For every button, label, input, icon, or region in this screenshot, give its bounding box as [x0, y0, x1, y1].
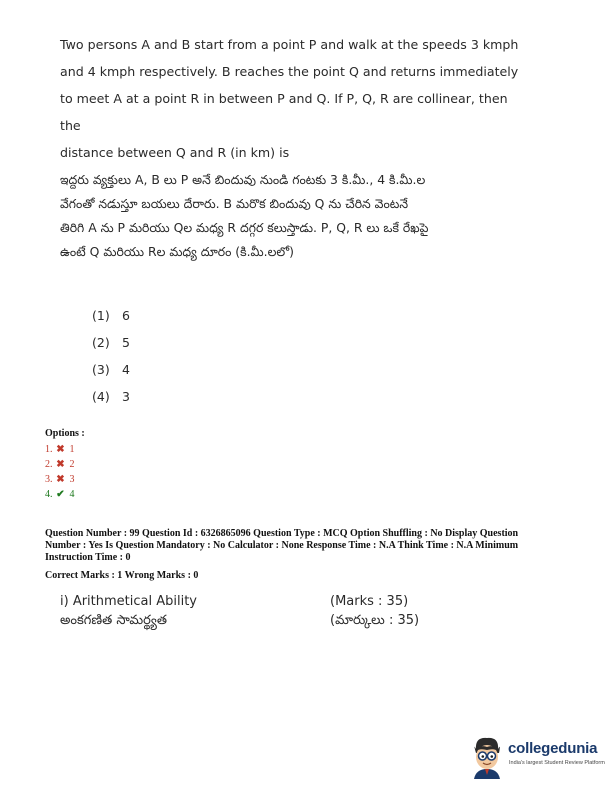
- answer-key-title: Options :: [45, 428, 85, 439]
- question-line: distance between Q and R (in km) is: [60, 145, 290, 160]
- answer-item: [45, 457, 85, 472]
- section-marks-telugu: (మార్కులు : 35): [330, 613, 420, 628]
- question-line: Two persons A and B start from a point P and walk at the speeds 3 kmph: [60, 37, 519, 52]
- check-icon: ✔: [56, 489, 65, 500]
- brand-tagline: India's largest Student Review Platform: [509, 760, 605, 766]
- section-title-english: i) Arithmetical Ability: [60, 594, 198, 609]
- answer-value: 1: [69, 444, 75, 455]
- option-number: (1): [92, 308, 110, 323]
- question-line: వేగంతో నడుస్తూ బయలు దేరారు. B మరొక బిందువు Q ను చేరిన వెంటనే: [60, 196, 409, 211]
- option-row: [92, 356, 130, 383]
- section-line: [60, 611, 560, 630]
- question-line: to meet A at a point R in between P and Q. If P, Q, R are collinear, then the: [60, 91, 508, 133]
- question-metadata: [45, 528, 575, 582]
- marks-line: Correct Marks : 1 Wrong Marks : 0: [45, 570, 199, 581]
- option-row: [92, 383, 130, 410]
- option-number: (3): [92, 362, 110, 377]
- answer-value: 2: [69, 459, 75, 470]
- question-line: ఉంటే Q మరియు Rల మధ్య దూరం (కి.మీ.లలో): [60, 244, 294, 259]
- metadata-line: Question Number : 99 Question Id : 6326865096 Question Type : MCQ Option Shuffling : No Display Question: [45, 528, 519, 539]
- question-line: తిరిగి A ను P మరియు Qల మధ్య R దగ్గర కలుస్తాడు. P, Q, R లు ఒకే రేఖపై: [60, 220, 429, 235]
- cross-icon: ✖: [56, 444, 65, 455]
- question-text-telugu: [60, 168, 530, 264]
- answer-value: 3: [69, 474, 75, 485]
- section-marks-english: (Marks : 35): [330, 594, 409, 609]
- question-line: and 4 kmph respectively. B reaches the point Q and returns immediately: [60, 64, 519, 79]
- metadata-line: Number : Yes Is Question Mandatory : No Calculator : None Response Time : N.A Think Time : N.A Minimum: [45, 540, 519, 551]
- mascot-icon: [470, 735, 504, 779]
- question-line: ఇద్దరు వ్యక్తులు A, B లు P అనే బిందువు నుండి గంటకు 3 కి.మీ., 4 కి.మీ.ల: [60, 172, 426, 187]
- answer-value: 4: [69, 489, 75, 500]
- answer-number: 2.: [45, 459, 53, 470]
- option-row: [92, 302, 130, 329]
- collegedunia-logo: [470, 735, 605, 780]
- answer-number: 3.: [45, 474, 53, 485]
- question-options: [92, 302, 130, 410]
- section-line: [60, 592, 560, 611]
- section-title-telugu: అంకగణిత సామర్థ్యత: [60, 613, 168, 628]
- section-header: [60, 592, 560, 630]
- cross-icon: ✖: [56, 474, 65, 485]
- answer-item: [45, 472, 85, 487]
- option-number: (2): [92, 335, 110, 350]
- metadata-line: Instruction Time : 0: [45, 552, 131, 563]
- answer-number: 1.: [45, 444, 53, 455]
- answer-item: [45, 487, 85, 502]
- option-value: 4: [121, 362, 130, 377]
- answer-number: 4.: [45, 489, 53, 500]
- option-value: 5: [121, 335, 130, 350]
- question-text-english: [60, 31, 530, 166]
- cross-icon: ✖: [56, 459, 65, 470]
- brand-name: collegedunia: [508, 740, 598, 757]
- option-row: [92, 329, 130, 356]
- answer-item: [45, 442, 85, 457]
- option-value: 6: [121, 308, 130, 323]
- option-value: 3: [121, 389, 130, 404]
- option-number: (4): [92, 389, 110, 404]
- answer-key: [45, 428, 85, 502]
